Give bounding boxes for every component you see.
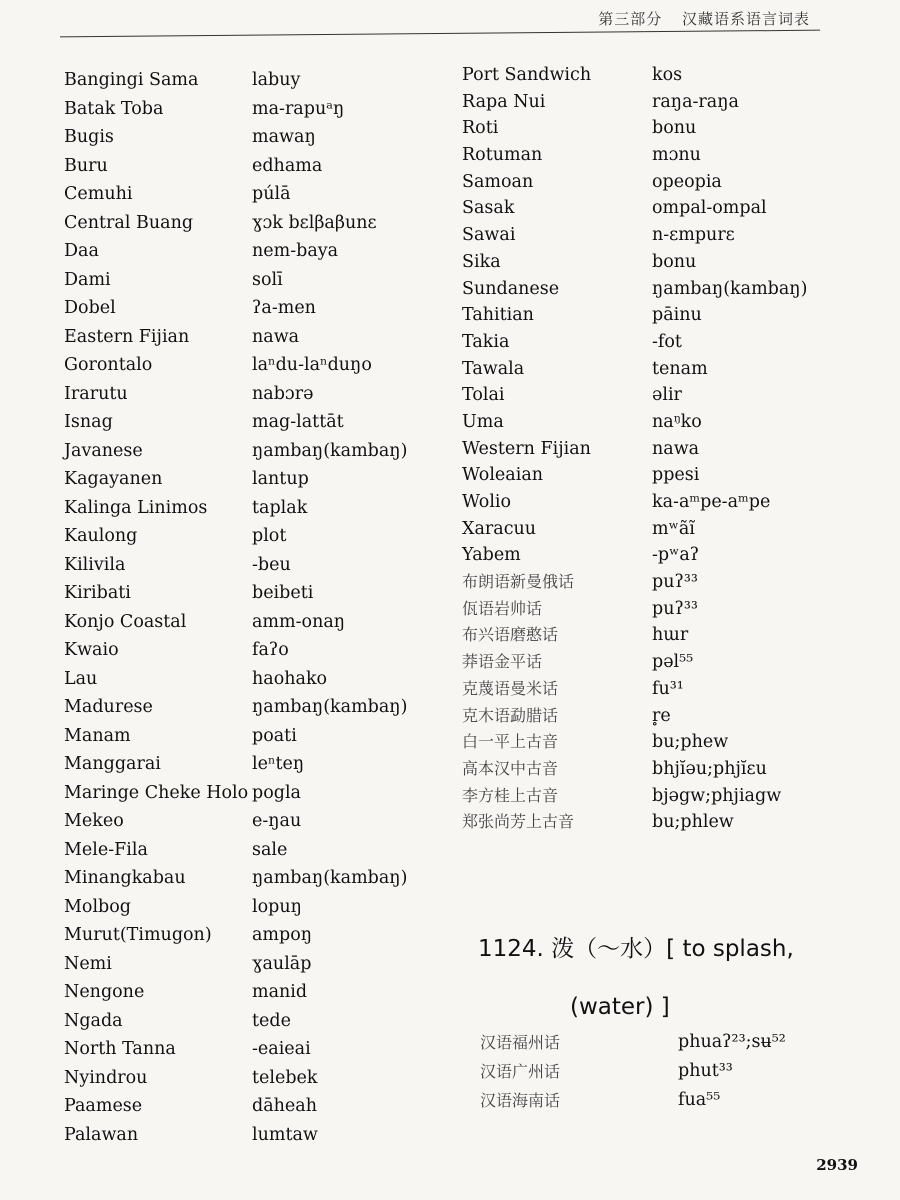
word-form: ŋambaŋ(kambaŋ)	[252, 868, 408, 888]
entry-row	[462, 756, 842, 783]
word-form: kos	[652, 65, 683, 85]
word-form: fua⁵⁵	[678, 1090, 721, 1110]
language-name: 李方桂上古音	[462, 785, 559, 805]
language-name: Javanese	[64, 440, 143, 461]
entry-row	[462, 516, 842, 543]
language-name: Lau	[64, 668, 98, 689]
language-name: Samoan	[462, 171, 534, 192]
word-form: phut³³	[678, 1061, 733, 1081]
entry-row	[462, 302, 842, 329]
entry-row	[462, 169, 842, 196]
entry-row	[64, 551, 434, 580]
word-form: beibeti	[252, 583, 314, 603]
language-name: Kiribati	[64, 583, 131, 603]
language-name: Kwaio	[64, 640, 119, 660]
entry-row	[64, 237, 434, 266]
entry-row	[462, 462, 842, 489]
entry-row	[462, 276, 842, 303]
word-form: raŋa-raŋa	[652, 91, 739, 112]
language-name: Central Buang	[64, 212, 194, 233]
entry-row	[462, 409, 842, 436]
entry-row	[64, 123, 434, 152]
language-name: Tolai	[462, 385, 505, 406]
entry-row	[462, 115, 842, 142]
language-name: Isnag	[64, 412, 113, 432]
word-form: ka-aᵐpe-aᵐpe	[652, 492, 771, 512]
word-form: solī	[252, 269, 283, 290]
word-form: púlā	[252, 184, 291, 204]
language-name: Palawan	[64, 1124, 139, 1145]
word-form: ʔa-men	[252, 298, 316, 318]
word-form: e-ŋau	[252, 811, 302, 831]
language-name: 郑张尚芳上古音	[462, 812, 575, 832]
word-form: r̥e	[652, 705, 671, 726]
word-form: edhama	[252, 155, 323, 176]
word-form: bjəgw;phjiagw	[652, 785, 782, 806]
language-name: Takia	[462, 331, 510, 352]
entry-row	[462, 649, 842, 676]
entry-row	[64, 665, 434, 694]
left-column	[64, 66, 434, 1149]
word-form: nem-baya	[252, 241, 339, 261]
language-name: Konjo Coastal	[64, 611, 187, 632]
language-name: Rapa Nui	[462, 91, 546, 112]
entry-row	[64, 294, 434, 323]
entry-row	[64, 380, 434, 409]
word-form: nawa	[252, 326, 300, 347]
language-name: Cemuhi	[64, 184, 133, 204]
entry-row	[462, 436, 842, 463]
word-form: poati	[252, 725, 297, 746]
language-name: Dami	[64, 269, 111, 290]
language-name: Sundanese	[462, 278, 560, 299]
entry-row	[64, 209, 434, 238]
entry-row	[462, 676, 842, 703]
entry-row	[462, 222, 842, 249]
word-form: lantup	[252, 469, 309, 489]
entry-row	[462, 703, 842, 730]
entry-row	[64, 579, 434, 608]
word-form: puʔ³³	[652, 598, 698, 619]
entry-row	[64, 522, 434, 551]
word-form: bu;phew	[652, 732, 729, 753]
language-name: Nyindrou	[64, 1067, 148, 1088]
language-name: Buru	[64, 155, 108, 176]
word-form: mɔnu	[652, 145, 701, 166]
section-heading-line2: (water) ]	[570, 994, 670, 1020]
language-name: Gorontalo	[64, 355, 153, 375]
language-name: 汉语福州话	[480, 1033, 561, 1052]
language-name: Bugis	[64, 127, 114, 147]
entry-row	[64, 180, 434, 209]
language-name: North Tanna	[64, 1039, 176, 1059]
word-form: n-ɛmpurɛ	[652, 225, 735, 246]
language-name: Murut(Timugon)	[64, 925, 212, 945]
language-name: Xaracuu	[462, 518, 537, 539]
language-name: 布兴语磨憨话	[462, 625, 559, 645]
entry-row	[64, 608, 434, 637]
entry-row	[64, 693, 434, 722]
word-form: -pʷaʔ	[652, 545, 700, 566]
word-form: telebek	[252, 1067, 318, 1088]
word-form: plot	[252, 526, 287, 546]
language-name: Wolio	[462, 492, 512, 512]
word-form: manid	[252, 982, 308, 1002]
language-name: Bangingi Sama	[64, 70, 199, 90]
word-form: bonu	[652, 251, 697, 272]
entry-row	[462, 783, 842, 810]
entry-row	[64, 921, 434, 950]
language-name: Roti	[462, 118, 499, 139]
running-header	[584, 8, 810, 29]
entry-row	[480, 1086, 840, 1115]
header-rule	[60, 30, 820, 38]
language-name: Yabem	[462, 545, 521, 566]
word-form: tede	[252, 1010, 291, 1031]
word-form: hɯr	[652, 625, 689, 646]
language-name: Tahitian	[462, 305, 534, 326]
language-name: 汉语海南话	[480, 1091, 561, 1110]
word-form: haohako	[252, 668, 328, 689]
entry-row	[462, 809, 842, 836]
word-form: laⁿdu-laⁿduŋo	[252, 355, 372, 375]
language-name: Maringe Cheke Holo	[64, 782, 249, 803]
word-form: -fot	[652, 331, 682, 352]
language-name: 高本汉中古音	[462, 758, 559, 778]
language-name: Batak Toba	[64, 98, 164, 119]
entry-row	[462, 489, 842, 516]
entry-row	[462, 195, 842, 222]
word-form: naᵑko	[652, 411, 702, 432]
entry-row	[462, 356, 842, 383]
word-form: -beu	[252, 554, 291, 575]
word-form: lumtaw	[252, 1124, 318, 1145]
entry-row	[64, 465, 434, 494]
word-form: -eaieai	[252, 1039, 311, 1059]
word-form: puʔ³³	[652, 572, 698, 593]
entry-row	[64, 437, 434, 466]
language-name: Mele-Fila	[64, 839, 148, 860]
word-form: opeopia	[652, 171, 722, 192]
entry-row	[64, 750, 434, 779]
word-form: mʷãĩ	[652, 518, 695, 539]
entry-row	[462, 142, 842, 169]
entry-row	[64, 323, 434, 352]
word-form: mawaŋ	[252, 127, 316, 147]
section-heading-line1: 1124. 泼（～水）[ to splash,	[478, 936, 794, 962]
section-heading	[478, 920, 858, 1036]
language-name: Sika	[462, 251, 501, 272]
word-form: pogla	[252, 782, 301, 803]
entry-row	[64, 978, 434, 1007]
entry-row	[64, 893, 434, 922]
word-form: nawa	[652, 438, 700, 459]
language-name: Kilivila	[64, 554, 126, 575]
word-form: bonu	[652, 118, 697, 139]
word-form: ampoŋ	[252, 925, 313, 945]
entry-row	[64, 408, 434, 437]
language-name: Uma	[462, 411, 504, 432]
language-name: Irarutu	[64, 383, 128, 404]
language-name: Dobel	[64, 298, 116, 318]
entry-row	[462, 596, 842, 623]
word-form: ma-rapuᵃŋ	[252, 98, 345, 119]
language-name: Madurese	[64, 697, 153, 717]
language-name: Eastern Fijian	[64, 326, 190, 347]
entry-row	[64, 351, 434, 380]
language-name: Manam	[64, 725, 131, 746]
word-form: əlir	[652, 385, 682, 406]
word-form: labuy	[252, 70, 301, 90]
language-name: Manggarai	[64, 754, 161, 774]
entry-row	[64, 66, 434, 95]
word-form: taplak	[252, 497, 308, 518]
word-form: lopuŋ	[252, 896, 302, 917]
entry-row	[64, 266, 434, 295]
language-name: Ngada	[64, 1010, 123, 1031]
word-form: pəl⁵⁵	[652, 652, 694, 673]
word-form: fu³¹	[652, 678, 684, 699]
language-name: Kaulong	[64, 526, 138, 546]
language-name: 汉语广州话	[480, 1062, 561, 1081]
language-name: 克蔑语曼米话	[462, 678, 559, 698]
word-form: tenam	[652, 358, 708, 379]
language-name: Daa	[64, 241, 99, 261]
entry-row	[480, 1028, 840, 1057]
section-entries	[480, 1028, 840, 1115]
language-name: Western Fijian	[462, 438, 591, 459]
word-form: dāheah	[252, 1096, 317, 1116]
language-name: 克木语勐腊话	[462, 705, 559, 725]
entry-row	[64, 494, 434, 523]
word-form: ŋambaŋ(kambaŋ)	[652, 278, 808, 299]
entry-row	[64, 836, 434, 865]
word-form: amm-onaŋ	[252, 611, 346, 632]
word-form: ɣɔk bɛlβaβunɛ	[252, 212, 377, 233]
entry-row	[462, 729, 842, 756]
word-form: bu;phlew	[652, 812, 734, 833]
language-name: Sawai	[462, 225, 516, 246]
word-form: pāinu	[652, 305, 702, 326]
language-name: Nemi	[64, 953, 112, 974]
language-name: Nengone	[64, 982, 145, 1002]
language-name: Minangkabau	[64, 868, 186, 888]
language-name: Kalinga Linimos	[64, 497, 208, 518]
language-name: Port Sandwich	[462, 65, 592, 85]
language-name: Paamese	[64, 1096, 143, 1116]
word-form: nabɔrə	[252, 383, 314, 404]
entry-row	[64, 636, 434, 665]
entry-row	[64, 1121, 434, 1150]
language-name: 白一平上古音	[462, 732, 559, 752]
language-name: Sasak	[462, 198, 515, 219]
page-number: 2939	[816, 1156, 858, 1174]
word-form: leⁿteŋ	[252, 754, 305, 774]
language-name: 莽语金平话	[462, 652, 543, 672]
header-title: 汉藏语系语言词表	[681, 10, 810, 28]
entry-row	[462, 62, 842, 89]
entry-row	[64, 950, 434, 979]
entry-row	[462, 622, 842, 649]
entry-row	[462, 382, 842, 409]
header-part: 第三部分	[598, 10, 663, 28]
entry-row	[480, 1057, 840, 1086]
entry-row	[64, 1035, 434, 1064]
entry-row	[64, 1064, 434, 1093]
entry-row	[64, 152, 434, 181]
language-name: Mekeo	[64, 811, 124, 831]
word-form: phuaʔ²³;sʉ⁵²	[678, 1032, 786, 1052]
word-form: ppesi	[652, 465, 700, 486]
language-name: Kagayanen	[64, 469, 163, 489]
language-name: Rotuman	[462, 145, 543, 166]
language-name: Woleaian	[462, 465, 544, 486]
word-form: ompal-ompal	[652, 198, 767, 219]
word-form: mag-lattāt	[252, 412, 344, 432]
word-form: ŋambaŋ(kambaŋ)	[252, 440, 408, 461]
entry-row	[64, 1007, 434, 1036]
word-form: faʔo	[252, 640, 289, 660]
entry-row	[64, 779, 434, 808]
entry-row	[64, 95, 434, 124]
word-form: ŋambaŋ(kambaŋ)	[252, 697, 408, 717]
language-name: Tawala	[462, 358, 525, 379]
word-form: ɣaulāp	[252, 953, 312, 974]
entry-row	[64, 864, 434, 893]
right-column	[462, 62, 842, 836]
language-name: 布朗语新曼俄话	[462, 572, 575, 592]
entry-row	[462, 329, 842, 356]
entry-row	[64, 807, 434, 836]
entry-row	[64, 722, 434, 751]
entry-row	[64, 1092, 434, 1121]
entry-row	[462, 89, 842, 116]
language-name: 佤语岩帅话	[462, 598, 543, 618]
entry-row	[462, 249, 842, 276]
entry-row	[462, 542, 842, 569]
entry-row	[462, 569, 842, 596]
word-form: bhjĭəu;phjĭɛu	[652, 758, 767, 779]
language-name: Molbog	[64, 896, 131, 917]
word-form: sale	[252, 839, 288, 860]
